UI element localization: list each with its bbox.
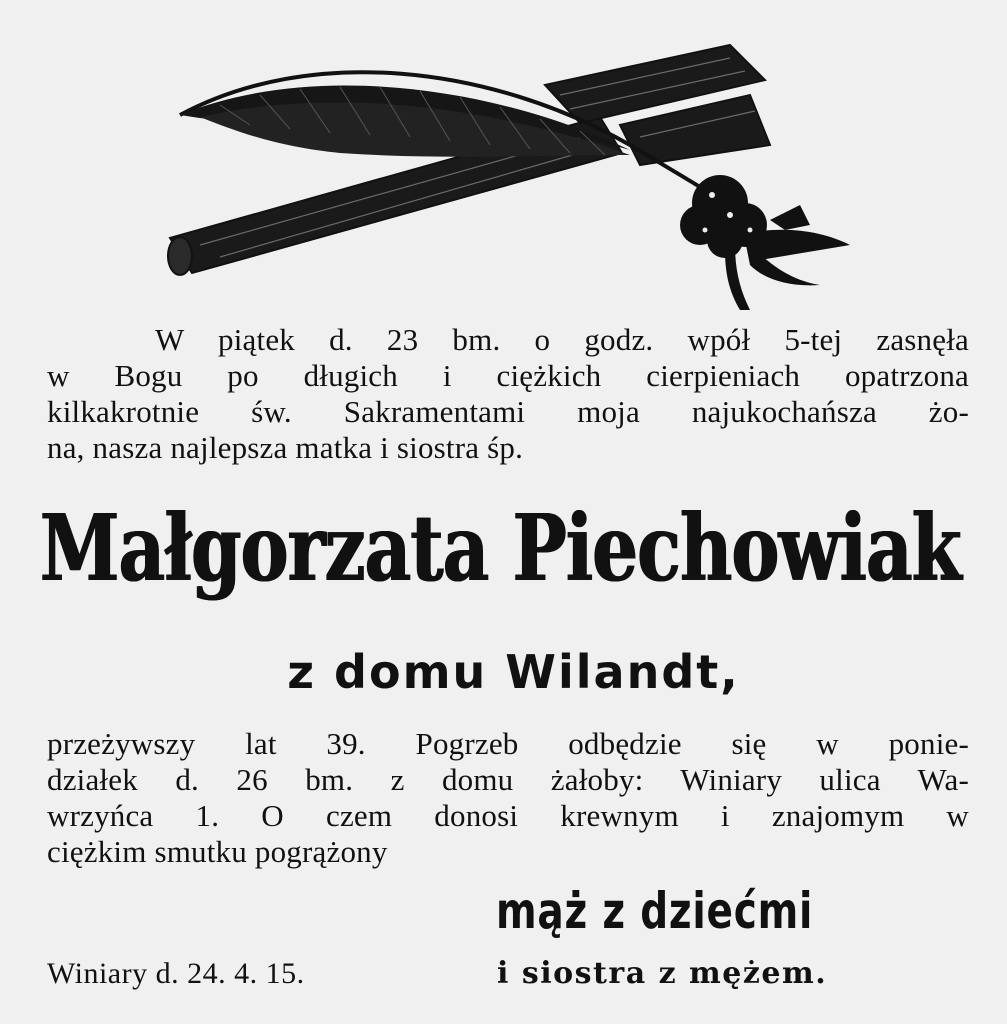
cross-with-palm-illustration [160,25,860,320]
flower-bunch-icon [680,175,850,310]
details-line: wrzyńca 1. O czem donosi krewnym i znajomym w [47,798,969,833]
details-line: działek d. 26 bm. z domu żałoby: Winiary ulica Wa- [47,762,969,797]
intro-paragraph [47,322,969,466]
cross-icon [160,25,860,320]
intro-line: w Bogu po długich i ciężkich cierpieniach opatrzona [47,358,969,393]
details-line: przeżywszy lat 39. Pogrzeb odbędzie się w ponie- [47,726,969,761]
place-and-date: Winiary d. 24. 4. 15. [47,957,305,990]
intro-line: kilkakrotnie św. Sakramentami moja najukochańsza żo- [47,394,969,429]
signature-main: mąż z dziećmi [496,882,814,940]
intro-line: W piątek d. 23 bm. o godz. wpół 5-tej zasnęła [155,322,969,357]
intro-line: na, nasza najlepsza matka i siostra śp. [47,430,524,465]
details-line: ciężkim smutku pogrążony [47,834,388,869]
maiden-name: z domu Wilandt, [287,645,740,699]
signature-sub: i siostra z mężem. [497,956,828,991]
deceased-name: Małgorzata Piechowiak [40,494,961,602]
funeral-details-paragraph [47,726,969,870]
